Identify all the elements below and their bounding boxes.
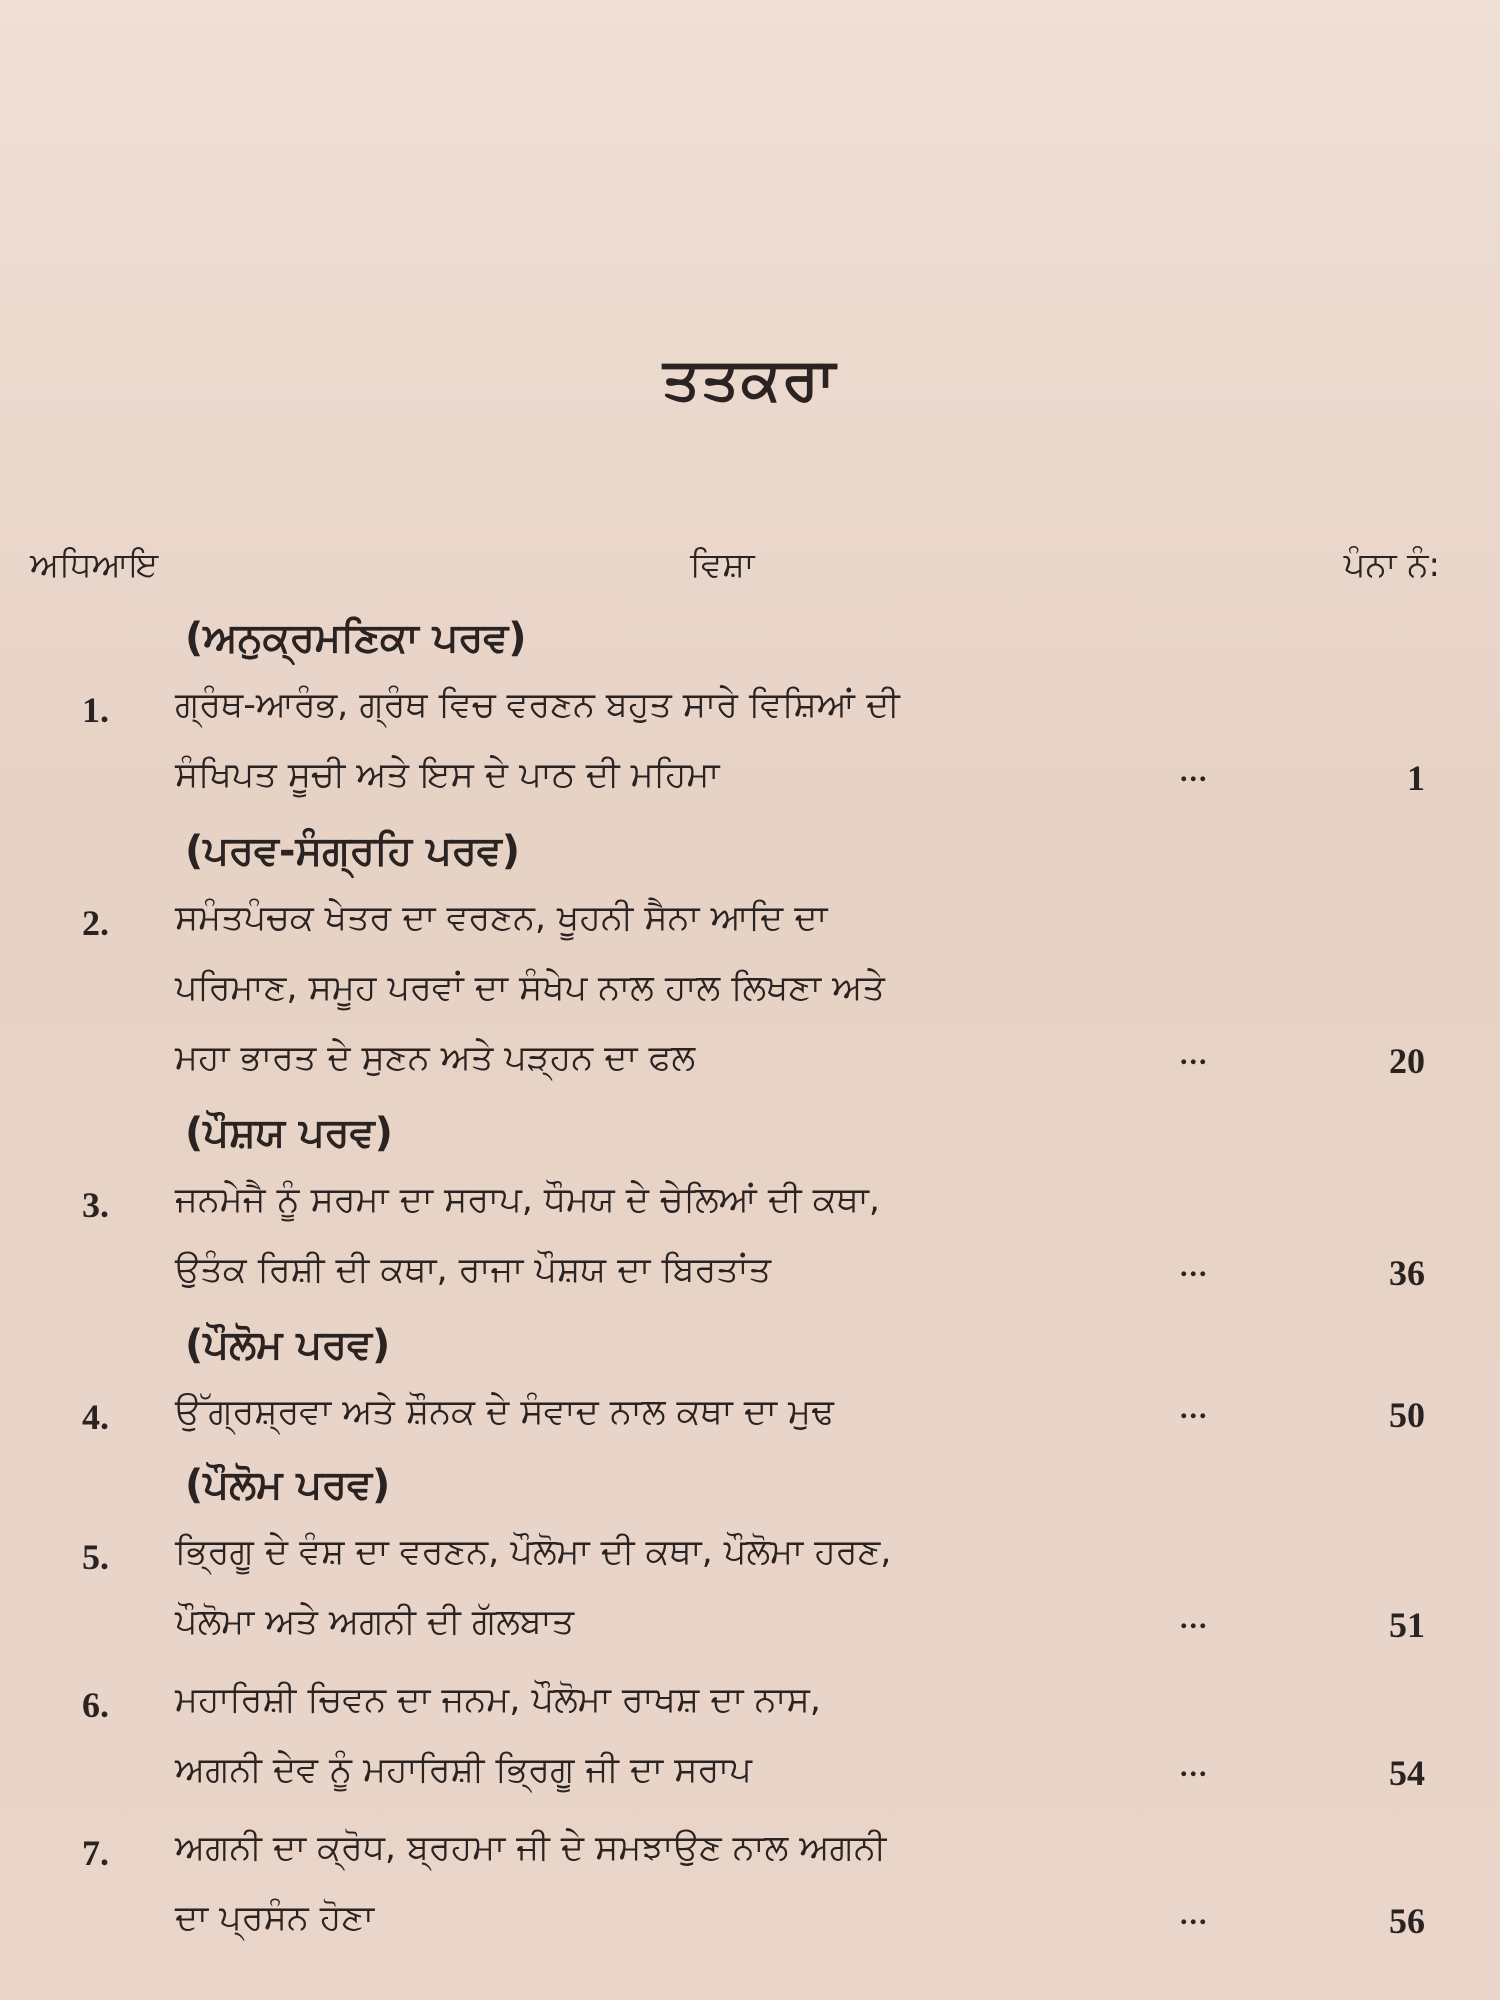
section-heading: (ਅਨੁਕ੍ਰਮਣਿਕਾ ਪਰਵ) — [185, 615, 527, 661]
page-number: 51 — [1389, 1605, 1425, 1645]
leader-dots: ... — [1180, 755, 1209, 788]
entry-line: ਸੰਖਿਪਤ ਸੂਚੀ ਅਤੇ ਇਸ ਦੇ ਪਾਠ ਦੀ ਮਹਿਮਾ — [175, 755, 720, 795]
entry-line: ਅਗਨੀ ਦਾ ਕ੍ਰੋਧ, ਬ੍ਰਹਮਾ ਜੀ ਦੇ ਸਮਝਾਉਣ ਨਾਲ ਅਗਨੀ — [175, 1828, 887, 1868]
column-header-chapter: ਅਧਿਆਇ — [30, 545, 159, 585]
entry-line: ਗ੍ਰੰਥ-ਆਰੰਭ, ਗ੍ਰੰਥ ਵਿਚ ਵਰਣਨ ਬਹੁਤ ਸਾਰੇ ਵਿਸ਼ਿਆਂ ਦੀ — [175, 685, 900, 725]
leader-dots: ... — [1180, 1038, 1209, 1071]
page-number: 36 — [1389, 1253, 1425, 1293]
entry-line: ਜਨਮੇਜੈ ਨੂੰ ਸਰਮਾ ਦਾ ਸਰਾਪ, ਧੌਮਯ ਦੇ ਚੇਲਿਆਂ ਦੀ ਕਥਾ, — [175, 1180, 880, 1220]
page-number: 50 — [1389, 1395, 1425, 1435]
entry-line: ਅਗਨੀ ਦੇਵ ਨੂੰ ਮਹਾਰਿਸ਼ੀ ਭ੍ਰਿਗੂ ਜੀ ਦਾ ਸਰਾਪ — [175, 1750, 752, 1790]
leader-dots: ... — [1180, 1602, 1209, 1635]
chapter-number: 6. — [82, 1685, 109, 1725]
leader-dots: ... — [1180, 1392, 1209, 1425]
page-number: 20 — [1389, 1041, 1425, 1081]
entry-line: ਮਹਾ ਭਾਰਤ ਦੇ ਸੁਣਨ ਅਤੇ ਪੜ੍ਹਨ ਦਾ ਫਲ — [175, 1038, 696, 1078]
leader-dots: ... — [1180, 1750, 1209, 1783]
chapter-number: 7. — [82, 1833, 109, 1873]
entry-line: ਉਤੰਕ ਰਿਸ਼ੀ ਦੀ ਕਥਾ, ਰਾਜਾ ਪੌਸ਼ਯ ਦਾ ਬਿਰਤਾਂਤ — [175, 1250, 772, 1290]
chapter-number: 1. — [82, 690, 109, 730]
entry-line: ਭ੍ਰਿਗੂ ਦੇ ਵੰਸ਼ ਦਾ ਵਰਣਨ, ਪੌਲੋਮਾ ਦੀ ਕਥਾ, ਪੌਲੋਮਾ ਹਰਣ, — [175, 1532, 892, 1572]
section-heading: (ਪੌਲੋਮ ਪਰਵ) — [185, 1462, 391, 1508]
entry-line: ਦਾ ਪ੍ਰਸੰਨ ਹੋਣਾ — [175, 1898, 375, 1938]
page-title: ਤਤਕਰਾ — [662, 345, 838, 413]
section-heading: (ਪੌਸ਼ਯ ਪਰਵ) — [185, 1110, 393, 1156]
column-header-page: ਪੰਨਾ ਨੰ: — [1343, 545, 1440, 585]
section-heading: (ਪਰਵ-ਸੰਗ੍ਰਹਿ ਪਰਵ) — [185, 828, 521, 874]
chapter-number: 2. — [82, 903, 109, 943]
column-header-subject: ਵਿਸ਼ਾ — [690, 545, 755, 585]
page-number: 54 — [1389, 1753, 1425, 1793]
leader-dots: ... — [1180, 1898, 1209, 1931]
chapter-number: 5. — [82, 1537, 109, 1577]
entry-line: ਮਹਾਰਿਸ਼ੀ ਚਿਵਨ ਦਾ ਜਨਮ, ਪੌਲੋਮਾ ਰਾਖਸ਼ ਦਾ ਨਾਸ, — [175, 1680, 821, 1720]
page-number: 56 — [1389, 1901, 1425, 1941]
entry-line: ਉੱਗ੍ਰਸ਼੍ਰਵਾ ਅਤੇ ਸ਼ੌਨਕ ਦੇ ਸੰਵਾਦ ਨਾਲ ਕਥਾ ਦਾ ਮੁਢ — [175, 1392, 835, 1432]
leader-dots: ... — [1180, 1250, 1209, 1283]
entry-line: ਪਰਿਮਾਣ, ਸਮੂਹ ਪਰਵਾਂ ਦਾ ਸੰਖੇਪ ਨਾਲ ਹਾਲ ਲਿਖਣਾ ਅਤੇ — [175, 968, 885, 1008]
chapter-number: 3. — [82, 1185, 109, 1225]
page-number: 1 — [1407, 758, 1425, 798]
chapter-number: 4. — [82, 1397, 109, 1437]
section-heading: (ਪੌਲੋਮ ਪਰਵ) — [185, 1322, 391, 1368]
entry-line: ਸਮੰਤਪੰਚਕ ਖੇਤਰ ਦਾ ਵਰਣਨ, ਖੂਹਨੀ ਸੈਨਾ ਆਦਿ ਦਾ — [175, 898, 828, 938]
entry-line: ਪੌਲੋਮਾ ਅਤੇ ਅਗਨੀ ਦੀ ਗੱਲਬਾਤ — [175, 1602, 575, 1642]
